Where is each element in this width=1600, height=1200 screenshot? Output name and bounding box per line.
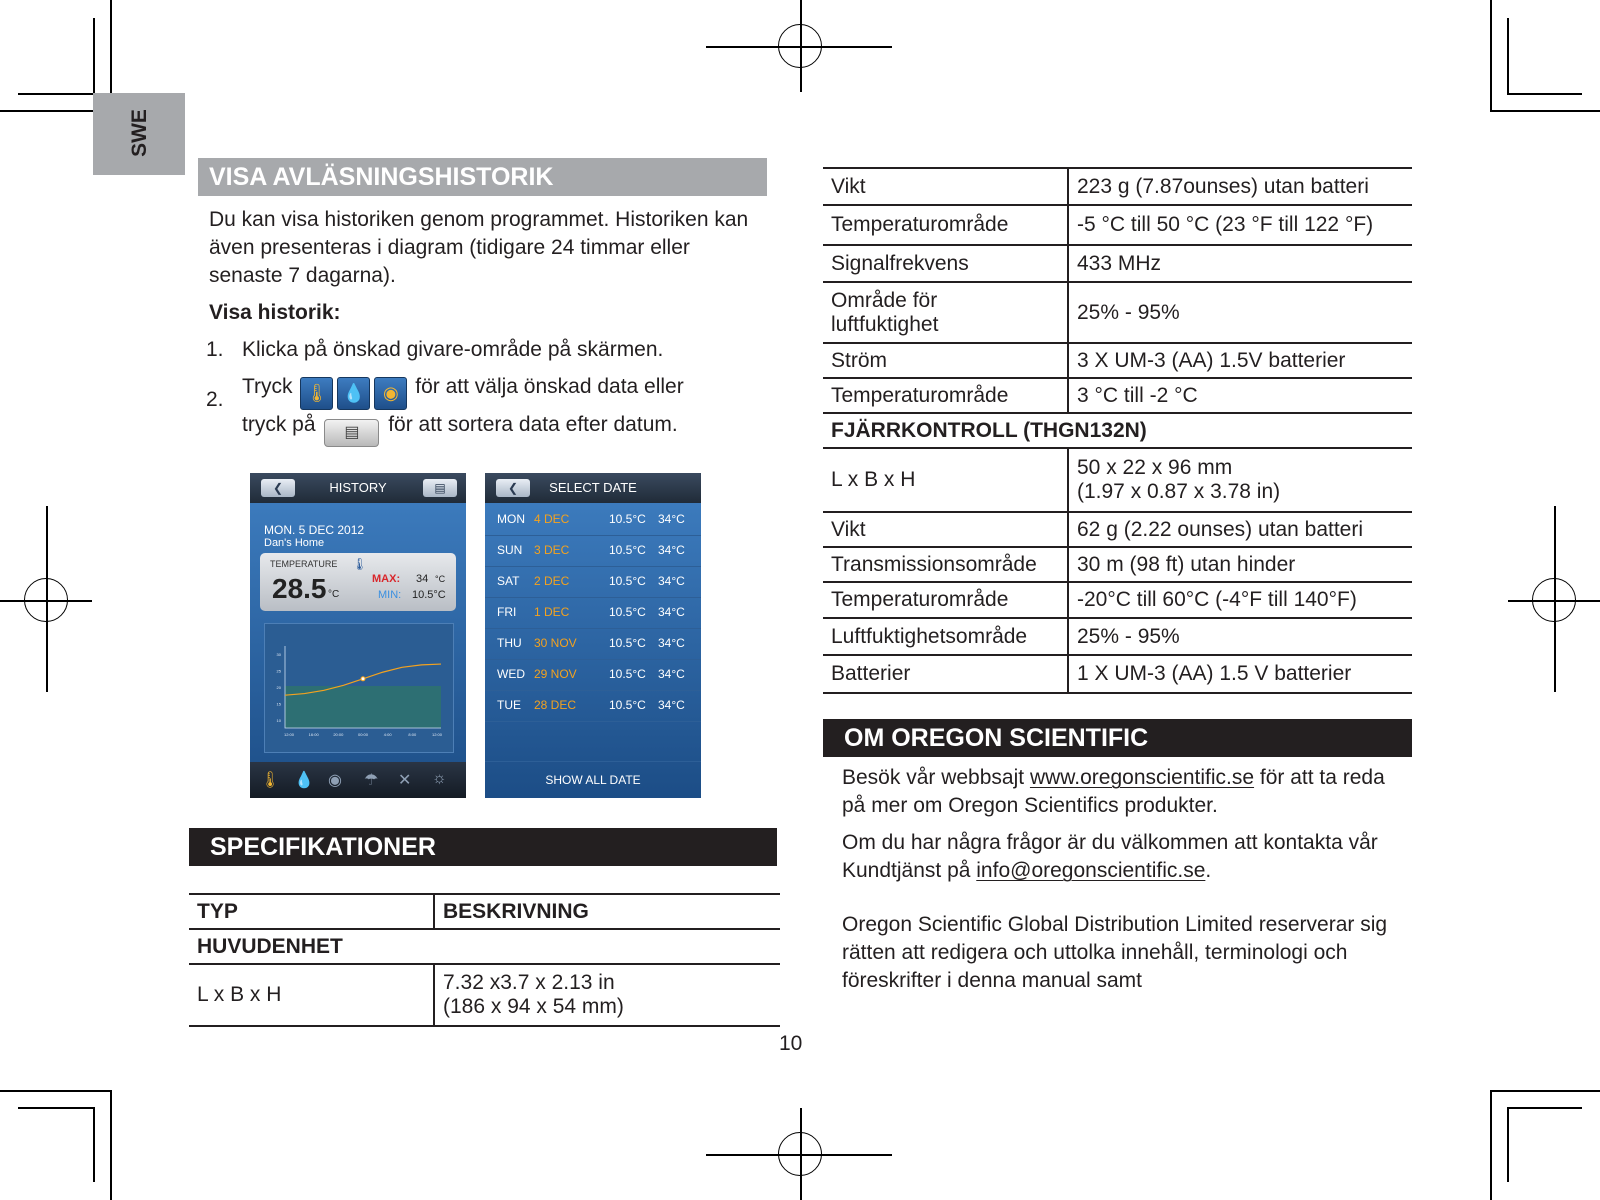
spec-value: 62 g (2.22 ounses) utan batteri [1068, 512, 1412, 547]
tab-humidity-icon[interactable]: 💧 [294, 772, 314, 789]
spec-label: Vikt [823, 168, 1068, 205]
history-screen [250, 473, 466, 798]
col-description-header: BESKRIVNING [434, 894, 780, 929]
spec-label: Vikt [823, 512, 1068, 547]
specs-heading: SPECIFIKATIONER [189, 828, 777, 866]
chart-x-tick: 4:00 [383, 732, 392, 737]
spec-label: Signalfrekvens [823, 245, 1068, 282]
spec-label: Luftfuktighetsområde [823, 618, 1068, 655]
table-row [823, 547, 1412, 582]
history-chart-svg [265, 624, 453, 752]
chart-x-tick: 12:00 [283, 732, 295, 737]
spec-label: Temperaturområde [823, 378, 1068, 413]
specs-header-row [189, 894, 780, 929]
chart-x-tick: 20:00 [333, 732, 344, 737]
email-link[interactable]: info@oregonscientific.se [976, 859, 1206, 882]
spec-value: 25% - 95% [1068, 618, 1412, 655]
chart-x-tick: 12:00 [431, 732, 443, 737]
date-row-day: SAT [497, 574, 520, 588]
date-row-day: FRI [497, 605, 517, 619]
about-paragraph-3: Oregon Scientific Global Distribution Limited reserverar sig rätten att redigera och uttolka innehåll, terminologi och föreskrifter i denna manual samt [842, 913, 1388, 992]
history-screen-title-bar [250, 473, 466, 503]
spec-label: Batterier [823, 655, 1068, 693]
spec-value: 1 X UM-3 (AA) 1.5 V batterier [1068, 655, 1412, 693]
about-paragraph-2 [842, 829, 1412, 885]
language-tab-label: SWE [128, 109, 151, 157]
temperature-unit: °C [328, 589, 340, 600]
website-link[interactable]: www.oregonscientific.se [1029, 766, 1255, 789]
date-row[interactable] [485, 690, 701, 722]
spec-value: -5 °C till 50 °C (23 °F till 122 °F) [1068, 205, 1412, 245]
table-row [823, 205, 1412, 245]
table-row [823, 582, 1412, 618]
date-row[interactable] [485, 535, 701, 567]
spec-value: 433 MHz [1068, 245, 1412, 282]
history-location: Dan's Home [264, 537, 325, 549]
step-2-number: 2. [206, 388, 224, 411]
chart-y-tick: 10 [276, 718, 281, 723]
spec-value: 3 X UM-3 (AA) 1.5V batterier [1068, 343, 1412, 378]
history-heading: VISA AVLÄSNINGSHISTORIK [198, 158, 767, 196]
date-row-max: 34°C [658, 667, 685, 681]
spec-value: -20°C till 60°C (-4°F till 140°F) [1068, 582, 1412, 618]
date-row-day: THU [497, 636, 522, 650]
step-1-number: 1. [206, 338, 224, 361]
date-row-date: 1 DEC [534, 605, 570, 619]
date-row-date: 28 DEC [534, 698, 577, 712]
spec-label-line-2: luftfuktighet [831, 312, 939, 336]
date-row-max: 34°C [658, 636, 685, 650]
select-date-title-bar [485, 473, 701, 503]
spec-value [434, 964, 780, 1026]
date-row-max: 34°C [658, 574, 685, 588]
step-1-text: Klicka på önskad givare-område på skärmen. [242, 338, 664, 361]
spec-value: 30 m (98 ft) utan hinder [1068, 547, 1412, 582]
col-type-header: TYP [189, 894, 434, 929]
date-row-date: 3 DEC [534, 543, 570, 557]
spec-label: Temperaturområde [823, 205, 1068, 245]
date-row-min: 10.5°C [609, 512, 646, 526]
history-screen-title: HISTORY [329, 480, 387, 495]
spec-label: L x B x H [189, 964, 434, 1026]
date-row-date: 2 DEC [534, 574, 570, 588]
spec-label: L x B x H [823, 448, 1068, 512]
date-row-min: 10.5°C [609, 667, 646, 681]
table-row [823, 245, 1412, 282]
tab-temperature-icon[interactable]: 🌡 [260, 772, 281, 789]
date-row-min: 10.5°C [609, 543, 646, 557]
calendar-button[interactable]: ▤ [423, 479, 457, 497]
remote-heading-row [823, 413, 1412, 448]
tab-pressure-icon[interactable]: ◉ [328, 772, 342, 789]
table-row [823, 618, 1412, 655]
date-row-min: 10.5°C [609, 636, 646, 650]
page-number: 10 [779, 1032, 803, 1055]
date-row-day: TUE [497, 698, 521, 712]
temperature-value: 28.5 [272, 573, 327, 604]
date-row[interactable] [485, 628, 701, 660]
date-row-min: 10.5°C [609, 698, 646, 712]
about-p2-text: Om du har några frågor är du välkommen att kontakta vår Kundtjänst på [842, 831, 1378, 882]
min-label: MIN: [378, 589, 402, 601]
step-2-text-a: Tryck [242, 375, 293, 398]
spec-label [823, 282, 1068, 343]
date-row-day: WED [497, 667, 525, 681]
remote-heading: FJÄRRKONTROLL (THGN132N) [823, 413, 1412, 448]
about-p1-text-end: för att ta reda på mer om Oregon Scientifics produkter. [842, 766, 1385, 817]
step-2-text-c: tryck på [242, 413, 316, 436]
table-row [823, 448, 1412, 512]
language-tab [93, 93, 185, 175]
humidity-drop-icon: 💧 [337, 377, 370, 410]
history-chart[interactable] [264, 623, 454, 753]
select-date-title: SELECT DATE [549, 480, 637, 495]
date-row[interactable] [485, 597, 701, 629]
date-row-day: MON [497, 512, 525, 526]
thermometer-small-icon: 🌡 [352, 557, 368, 571]
date-row-max: 34°C [658, 605, 685, 619]
table-row [823, 512, 1412, 547]
about-heading: OM OREGON SCIENTIFIC [823, 719, 1412, 757]
date-row-min: 10.5°C [609, 574, 646, 588]
spec-value-line-1: 7.32 x3.7 x 2.13 in [443, 971, 615, 994]
history-intro: Du kan visa historiken genom programmet. Historiken kan även presenteras i diagram (tidigare 24 timmar eller senaste 7 dagarna). [209, 208, 749, 287]
max-value: 34 [416, 573, 429, 585]
spec-value-line-2: (186 x 94 x 54 mm) [443, 995, 624, 1018]
spec-label: Temperaturområde [823, 582, 1068, 618]
tab-wind-icon[interactable]: ✕ [398, 772, 412, 789]
main-unit-heading: HUVUDENHET [189, 929, 780, 964]
date-row-day: SUN [497, 543, 523, 557]
history-subheading: Visa historik: [209, 301, 341, 324]
min-value: 10.5°C [412, 589, 446, 601]
about-p2-text-end: . [1205, 859, 1212, 882]
chart-x-tick: 00:00 [357, 732, 369, 737]
chart-y-tick: 25 [276, 668, 281, 674]
show-all-date-label: SHOW ALL DATE [545, 773, 641, 787]
spec-value: 223 g (7.87ounses) utan batteri [1068, 168, 1412, 205]
back-button[interactable]: ❮ [496, 479, 530, 497]
chart-y-tick: 20 [276, 685, 281, 690]
table-row [823, 343, 1412, 378]
step-2-text [242, 372, 782, 447]
table-row [823, 655, 1412, 693]
show-all-date-button[interactable] [485, 761, 701, 798]
gauge-icon: ◉ [374, 377, 407, 410]
table-row [823, 168, 1412, 205]
about-p1-text: Besök vår webbsajt [842, 766, 1030, 789]
date-row-max: 34°C [658, 512, 685, 526]
date-row[interactable] [485, 504, 701, 536]
date-row[interactable] [485, 566, 701, 598]
back-button[interactable]: ❮ [261, 479, 295, 497]
spec-value-line-1: 50 x 22 x 96 mm [1077, 456, 1233, 479]
spec-value-line-2: (1.97 x 0.87 x 3.78 in) [1077, 480, 1281, 503]
specs-table-main [189, 893, 780, 1027]
select-date-screen [485, 473, 701, 798]
history-bottom-tabs [250, 762, 466, 798]
spec-value: 25% - 95% [1068, 282, 1412, 343]
spec-value [1068, 448, 1412, 512]
max-unit: °C [435, 574, 446, 584]
tab-uv-icon[interactable]: ☼ [432, 770, 447, 787]
max-label: MAX: [372, 573, 401, 585]
thermometer-icon: 🌡 [300, 377, 333, 410]
temperature-card[interactable] [260, 553, 456, 611]
table-row [823, 378, 1412, 413]
spec-label-line-1: Område för [831, 288, 938, 312]
date-row-max: 34°C [658, 543, 685, 557]
calendar-icon: ▤ [324, 419, 379, 447]
table-row [189, 964, 780, 1026]
step-2-text-b: för att välja önskad data eller [415, 375, 684, 398]
tab-rain-icon[interactable]: ☂ [364, 772, 379, 789]
table-row [823, 282, 1412, 343]
date-row-max: 34°C [658, 698, 685, 712]
specs-table-right [823, 167, 1412, 694]
chart-cursor-point[interactable] [361, 677, 365, 681]
spec-label: Ström [823, 343, 1068, 378]
date-row-date: 30 NOV [534, 636, 577, 650]
spec-value: 3 °C till -2 °C [1068, 378, 1412, 413]
date-row[interactable] [485, 659, 701, 691]
step-2-text-d: för att sortera data efter datum. [388, 413, 678, 436]
date-row-date: 29 NOV [534, 667, 577, 681]
history-date: MON. 5 DEC 2012 [264, 523, 365, 537]
date-row-date: 4 DEC [534, 512, 570, 526]
chart-y-tick: 15 [276, 701, 281, 707]
chart-x-tick: 16:00 [308, 732, 319, 737]
about-paragraph-1 [842, 764, 1412, 820]
chart-x-tick: 8:00 [408, 732, 417, 737]
main-unit-row [189, 929, 780, 964]
date-row-min: 10.5°C [609, 605, 646, 619]
spec-label: Transmissionsområde [823, 547, 1068, 582]
chart-y-tick: 30 [276, 652, 281, 657]
temperature-label: TEMPERATURE [270, 559, 338, 569]
